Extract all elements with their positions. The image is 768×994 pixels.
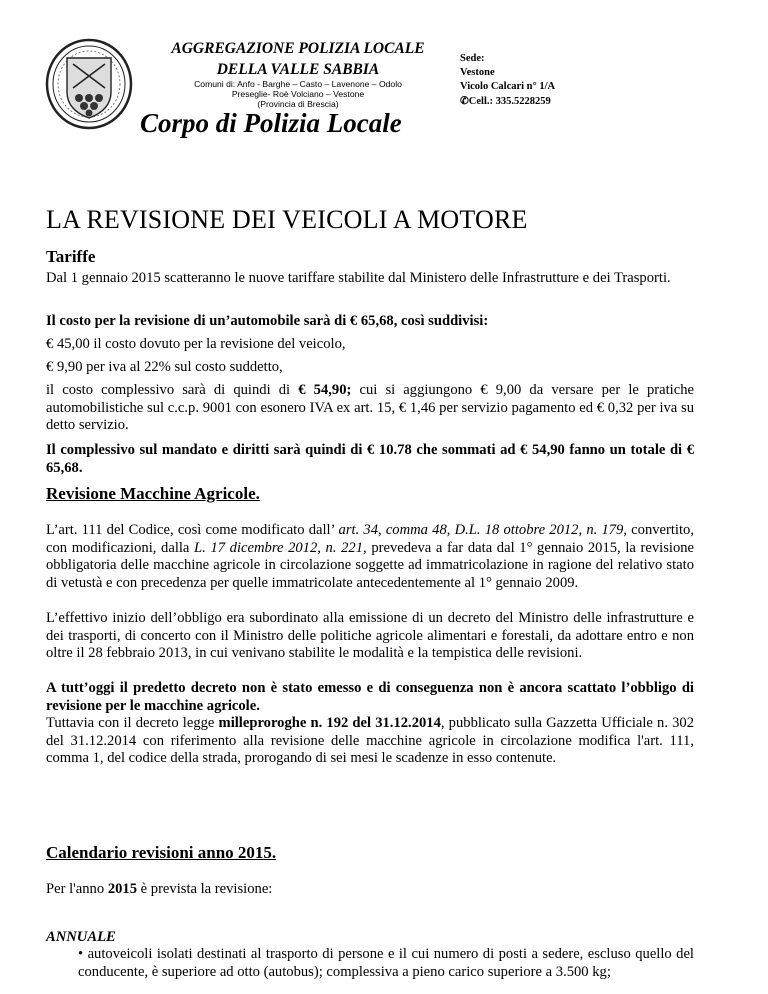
sede-label: Sede: bbox=[460, 53, 485, 64]
complessivo-b: € 54,90; bbox=[298, 382, 352, 398]
p4-c: , pubblicato sulla Gazzetta Ufficiale n. 302 del 31.12.2014 con riferimento alla revisione delle macchine agricole in circolazione modifica l'art. 111, comma 1, del codice della strada, prorogando di sei mesi le scadenze in esso contenute. bbox=[46, 715, 694, 766]
tariffe-line1: € 45,00 il costo dovuto per la revisione del veicolo, bbox=[46, 336, 346, 352]
agricole-heading: Revisione Macchine Agricole. bbox=[46, 484, 260, 503]
municipal-seal-icon bbox=[45, 38, 133, 130]
sede-city: Vestone bbox=[460, 67, 495, 79]
p4-b: milleproroghe n. 192 del 31.12.2014 bbox=[218, 715, 441, 731]
header-comuni-line3: (Provincia di Brescia) bbox=[257, 99, 339, 109]
header-title-line1: AGGREGAZIONE POLIZIA LOCALE bbox=[171, 40, 425, 57]
intro-b: 2015 bbox=[107, 881, 137, 897]
p1-b: art. 34, comma 48, D.L. 18 ottobre 2012, n. 179 bbox=[338, 522, 624, 538]
intro-a: Per l'anno bbox=[46, 881, 108, 897]
complessivo-c: cui si aggiungono € 9,00 da versare per le pratiche automobilistiche sul c.c.p. 9001 con esonero IVA ex art. 15, € 1,46 per servizio pagamento ed € 0,32 per iva su detto servizio. bbox=[46, 382, 694, 433]
tariffe-intro: Dal 1 gennaio 2015 scatteranno le nuove tariffare stabilite dal Ministero delle Infrastrutture e dei Trasporti. bbox=[46, 270, 671, 286]
p1-c: , convertito, con modificazioni, dalla bbox=[46, 522, 694, 556]
header-comuni-line1: Comuni di: Anfo - Barghe – Casto – Lavenone – Odolo bbox=[194, 79, 402, 89]
annuale-label: ANNUALE bbox=[46, 929, 116, 945]
corpo-title: Corpo di Polizia Locale bbox=[140, 108, 402, 138]
header-comuni-line2: Preseglie- Roè Volciano – Vestone bbox=[231, 89, 365, 99]
p4-a: Tuttavia con il decreto legge bbox=[46, 715, 219, 731]
sede-phone: ✆Cell.: 335.5228259 bbox=[460, 95, 551, 107]
tariffe-heading: Tariffe bbox=[46, 247, 96, 266]
tariffe-totale: Il complessivo sul mandato e diritti sarà quindi di € 10.78 che sommati ad € 54,90 fanno un totale di € 65,68. bbox=[46, 442, 694, 476]
intro-c: è prevista la revisione: bbox=[137, 881, 273, 897]
sede-block bbox=[460, 52, 555, 109]
tariffe-complessivo bbox=[46, 382, 694, 435]
agricole-p1 bbox=[46, 522, 694, 592]
complessivo-a: il costo complessivo sarà di quindi di bbox=[46, 382, 299, 398]
p1-a: L’art. 111 del Codice, così come modificato dall’ bbox=[46, 522, 339, 538]
p1-d: L. 17 dicembre 2012, n. 221 bbox=[194, 539, 364, 556]
sede-address: Vicolo Calcari n° 1/A bbox=[460, 81, 556, 93]
agricole-p2: L’effettivo inizio dell’obbligo era subordinato alla emissione di un decreto del Ministro delle infrastrutture e dei trasporti, di concerto con il Ministro delle politiche agricole alimentari e forestali, da adottare entro e non oltre il 28 febbraio 2013, in cui venivano stabilite le modalità e la tempistica delle revisioni. bbox=[46, 610, 694, 661]
annuale-bullet1: • autoveicoli isolati destinati al trasporto di persone e il cui numero di posti a sedere, escluso quello del conducente, è superiore ad otto (autobus); complessiva a pieno carico superiore a 3.500 kg; bbox=[78, 946, 694, 980]
calendario-heading: Calendario revisioni anno 2015. bbox=[46, 843, 277, 862]
calendario-intro bbox=[46, 881, 694, 899]
tariffe-line2: € 9,90 per iva al 22% sul costo suddetto, bbox=[46, 359, 283, 375]
page-title: LA REVISIONE DEI VEICOLI A MOTORE bbox=[46, 205, 528, 234]
header-title-line2: DELLA VALLE SABBIA bbox=[216, 61, 380, 78]
agricole-p3: A tutt’oggi il predetto decreto non è stato emesso e di conseguenza non è ancora scattato l’obbligo di revisione per le macchine agricole. bbox=[46, 680, 694, 714]
agricole-p4 bbox=[46, 715, 694, 768]
tariffe-costo: Il costo per la revisione di un’automobile sarà di € 65,68, così suddivisi: bbox=[46, 313, 489, 329]
p1-e: , prevedeva a far data dal 1° gennaio 2015, la revisione obbligatoria delle macchine agricole in circolazione soggette ad immatricolazione in ragione del relativo stato di vetustà e con precedenza per quelle immatricolate antecedentemente al 1° gennaio 2009. bbox=[46, 539, 695, 591]
